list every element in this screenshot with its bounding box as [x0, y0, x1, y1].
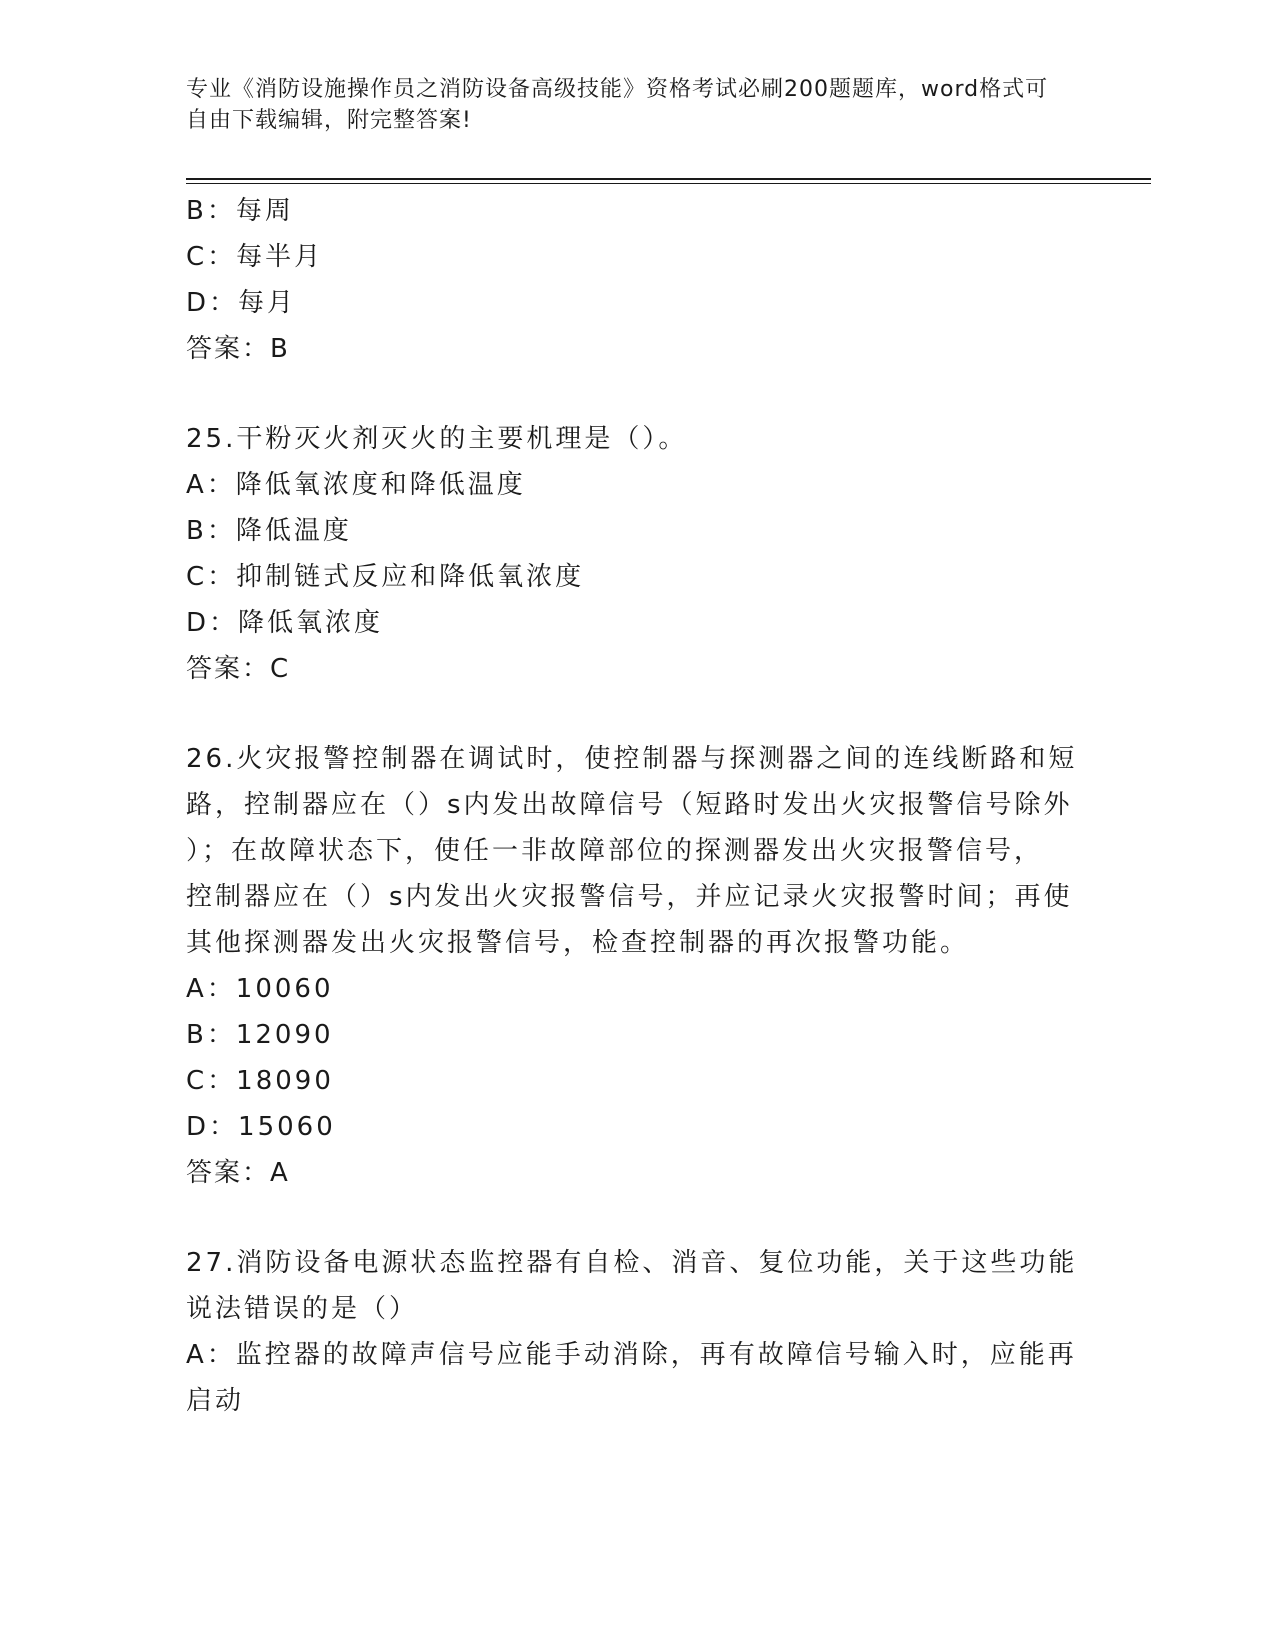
- question-stem-line: 说法错误的是（）: [186, 1294, 419, 1324]
- option-b: B：降低温度: [186, 516, 352, 546]
- header-rule-thick: [186, 178, 1151, 180]
- question-stem-line: 路，控制器应在（）s内发出故障信号（短路时发出火灾报警信号除外: [186, 790, 1073, 820]
- question-stem-line: 其他探测器发出火灾报警信号，检查控制器的再次报警功能。: [186, 928, 970, 958]
- option-c: C：18090: [186, 1066, 334, 1096]
- question-24-tail: [186, 188, 1086, 372]
- question-25: [186, 416, 1086, 692]
- question-stem-line: ）；在故障状态下，使任一非故障部位的探测器发出火灾报警信号，: [186, 836, 1044, 866]
- option-d: D：15060: [186, 1112, 336, 1142]
- option-d: D：每月: [186, 288, 297, 318]
- spacer: [186, 1196, 1086, 1240]
- spacer: [186, 692, 1086, 736]
- option-c: C：每半月: [186, 242, 324, 272]
- option-b: B：12090: [186, 1020, 334, 1050]
- question-26: [186, 736, 1086, 1196]
- question-27: [186, 1240, 1086, 1424]
- question-stem-line: 26.火灾报警控制器在调试时，使控制器与探测器之间的连线断路和短: [186, 744, 1078, 774]
- option-b: B：每周: [186, 196, 294, 226]
- option-c: C：抑制链式反应和降低氧浓度: [186, 562, 585, 592]
- option-a-line: A：监控器的故障声信号应能手动消除，再有故障信号输入时，应能再: [186, 1340, 1077, 1370]
- answer-line: 答案：A: [186, 1158, 290, 1188]
- answer-line: 答案：B: [186, 334, 290, 364]
- question-stem: 25.干粉灭火剂灭火的主要机理是（）。: [186, 424, 688, 454]
- header-rule-thin: [186, 183, 1151, 184]
- option-a-line: 启动: [186, 1386, 245, 1416]
- option-a: A：降低氧浓度和降低温度: [186, 470, 526, 500]
- question-stem-line: 控制器应在（）s内发出火灾报警信号，并应记录火灾报警时间；再使: [186, 882, 1073, 912]
- document-header: [186, 74, 1066, 136]
- option-a: A：10060: [186, 974, 334, 1004]
- answer-line: 答案：C: [186, 654, 291, 684]
- question-stem-line: 27.消防设备电源状态监控器有自检、消音、复位功能，关于这些功能: [186, 1248, 1078, 1278]
- spacer: [186, 372, 1086, 416]
- document-body: [186, 188, 1086, 1424]
- header-text: 专业《消防设施操作员之消防设备高级技能》资格考试必刷200题题库，word格式可自由下载编辑，附完整答案!: [186, 77, 1049, 133]
- option-d: D：降低氧浓度: [186, 608, 384, 638]
